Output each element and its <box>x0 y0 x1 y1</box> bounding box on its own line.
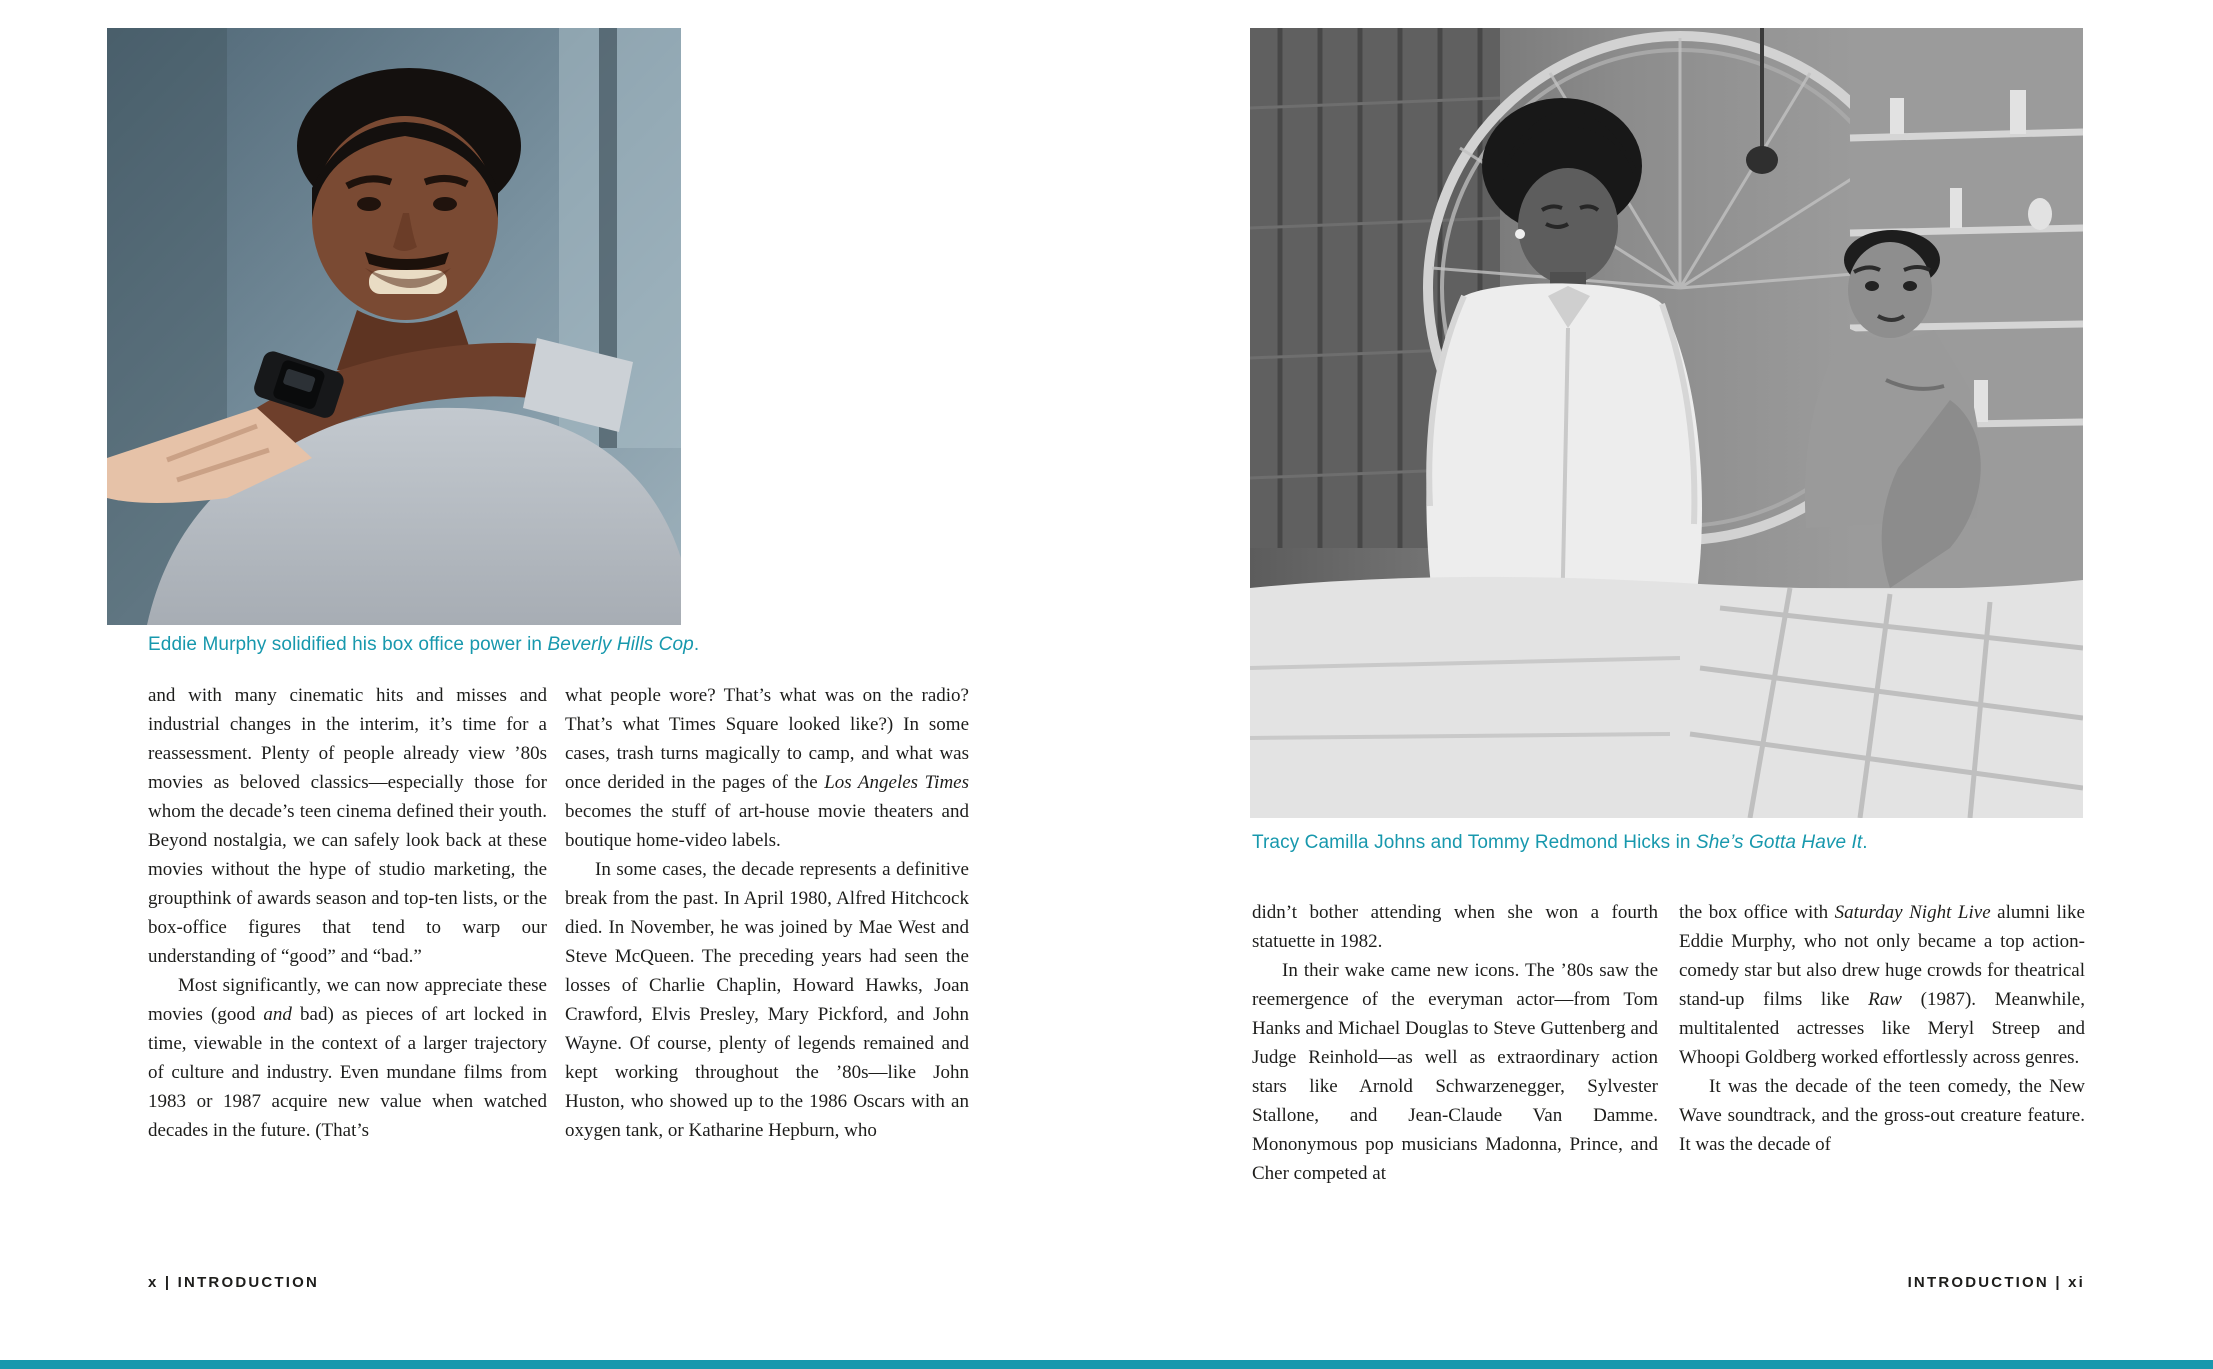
bottom-accent-bar <box>0 1360 2213 1369</box>
right-photo-caption: Tracy Camilla Johns and Tommy Redmond Hicks in She’s Gotta Have It. <box>1252 832 1868 853</box>
right-page-footer: INTRODUCTION | xi <box>1907 1274 2085 1291</box>
shes-gotta-have-it-photo-art <box>1250 28 2083 818</box>
paragraph: and with many cinematic hits and misses and industrial changes in the interim, it’s time for a reassessment. Plenty of people already view ’80s movies as beloved classics—especially those for whom the decade’s teen cinema defined their youth. Beyond nostalgia, we can safely look back at these movies without the hype of studio marketing, the groupthink of awards season and top-ten lists, or the box-office figures that tend to warp our understanding of “good” and “bad.” <box>148 685 547 967</box>
right-page-column-2 <box>1679 898 2085 1159</box>
eddie-murphy-photo-art <box>107 28 681 625</box>
paragraph: In their wake came new icons. The ’80s saw the reemergence of the everyman actor—from Tom Hanks and Michael Douglas to Steve Guttenberg and Judge Reinhold—as well as extraordinary action stars like Arnold Schwarzenegger, Sylvester Stallone, and Jean-Claude Van Damme. Mononymous pop musicians Madonna, Prince, and Cher competed at <box>1252 960 1658 1184</box>
left-photo-caption: Eddie Murphy solidified his box office power in Beverly Hills Cop. <box>148 634 700 655</box>
left-page-column-1 <box>148 681 547 1145</box>
left-page-footer: x | INTRODUCTION <box>148 1274 320 1291</box>
left-page-column-2 <box>565 681 969 1145</box>
right-page-column-1 <box>1252 898 1658 1188</box>
paragraph: the box office with Saturday Night Live alumni like Eddie Murphy, who not only became a top action-comedy star but also drew huge crowds for theatrical stand-up films like Raw (1987). Meanwhile, multitalented actresses like Meryl Streep and Whoopi Goldberg worked effortlessly across genres. <box>1679 902 2085 1068</box>
paragraph: didn’t bother attending when she won a fourth statuette in 1982. <box>1252 902 1658 952</box>
eddie-murphy-photo <box>107 28 681 625</box>
paragraph: what people wore? That’s what was on the radio? That’s what Times Square looked like?) In some cases, trash turns magically to camp, and what was once derided in the pages of the Los Angeles Times becomes the stuff of art-house movie theaters and boutique home-video labels. <box>565 685 969 851</box>
paragraph: It was the decade of the teen comedy, the New Wave soundtrack, and the gross-out creature feature. It was the decade of <box>1679 1076 2085 1155</box>
paragraph: Most significantly, we can now appreciate these movies (good and bad) as pieces of art locked in time, viewable in the context of a larger trajectory of culture and industry. Even mundane films from 1983 or 1987 acquire new value when watched decades in the future. (That’s <box>148 975 547 1141</box>
shes-gotta-have-it-photo <box>1250 28 2083 818</box>
paragraph: In some cases, the decade represents a definitive break from the past. In April 1980, Alfred Hitchcock died. In November, he was joined by Mae West and Steve McQueen. The preceding years had seen the losses of Charlie Chaplin, Howard Hawks, Joan Crawford, Elvis Presley, Mary Pickford, and John Wayne. Of course, plenty of legends remained and kept working throughout the ’80s—like John Huston, who showed up to the 1986 Oscars with an oxygen tank, or Katharine Hepburn, who <box>565 859 969 1141</box>
